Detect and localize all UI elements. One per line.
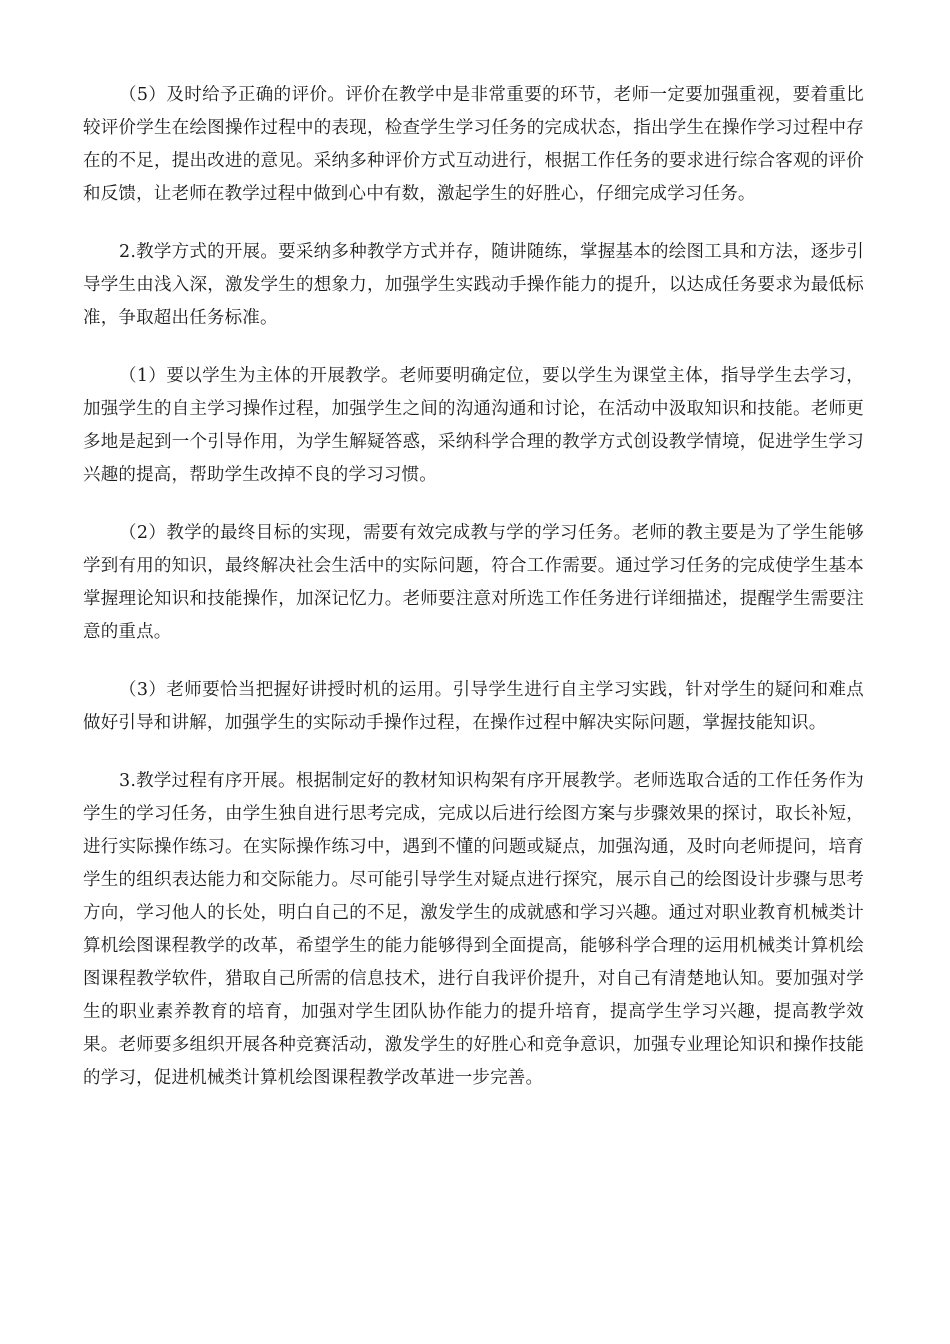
paragraph-teaching-goals: （2）教学的最终目标的实现，需要有效完成教与学的学习任务。老师的教主要是为了学生能够学到有用的知识，最终解决社会生活中的实际问题，符合工作需要。通过学习任务的完成使学生基本掌握理论知识和技能操作，加深记忆力。老师要注意对所选工作任务进行详细描述，提醒学生需要注意的重点。 xyxy=(83,523,864,642)
document-body xyxy=(83,79,864,1120)
paragraph-teaching-process: 3.教学过程有序开展。根据制定好的教材知识构架有序开展教学。老师选取合适的工作任务作为学生的学习任务，由学生独自进行思考完成，完成以后进行绘图方案与步骤效果的探讨，取长补短，进行实际操作练习。在实际操作练习中，遇到不懂的问题或疑点，加强沟通，及时向老师提问，培育学生的组织表达能力和交际能力。尽可能引导学生对疑点进行探究，展示自己的绘图设计步骤与思考方向，学习他人的长处，明白自己的不足，激发学生的成就感和学习兴趣。通过对职业教育机械类计算机绘图课程教学的改革，希望学生的能力能够得到全面提高，能够科学合理的运用机械类计算机绘图课程教学软件，猎取自己所需的信息技术，进行自我评价提升，对自己有清楚地认知。要加强对学生的职业素养教育的培育，加强对学生团队协作能力的提升培育，提高学生学习兴趣，提高教学效果。老师要多组织开展各种竞赛活动，激发学生的好胜心和竞争意识，加强专业理论知识和操作技能的学习，促进机械类计算机绘图课程教学改革进一步完善。 xyxy=(83,771,864,1088)
paragraph-teaching-methods: 2.教学方式的开展。要采纳多种教学方式并存，随讲随练，掌握基本的绘图工具和方法，逐步引导学生由浅入深，激发学生的想象力，加强学生实践动手操作能力的提升，以达成任务要求为最低标准，争取超出任务标准。 xyxy=(83,242,864,328)
paragraph-lecture-timing: （3）老师要恰当把握好讲授时机的运用。引导学生进行自主学习实践，针对学生的疑问和难点做好引导和讲解，加强学生的实际动手操作过程，在操作过程中解决实际问题，掌握技能知识。 xyxy=(83,680,864,733)
paragraph-evaluation: （5）及时给予正确的评价。评价在教学中是非常重要的环节，老师一定要加强重视，要着重比较评价学生在绘图操作过程中的表现，检查学生学习任务的完成状态，指出学生在操作学习过程中存在的不足，提出改进的意见。采纳多种评价方式互动进行，根据工作任务的要求进行综合客观的评价和反馈，让老师在教学过程中做到心中有数，激起学生的好胜心，仔细完成学习任务。 xyxy=(83,85,864,204)
paragraph-student-centered: （1）要以学生为主体的开展教学。老师要明确定位，要以学生为课堂主体，指导学生去学习，加强学生的自主学习操作过程，加强学生之间的沟通沟通和讨论，在活动中汲取知识和技能。老师更多地是起到一个引导作用，为学生解疑答惑，采纳科学合理的教学方式创设教学情境，促进学生学习兴趣的提高，帮助学生改掉不良的学习习惯。 xyxy=(83,366,864,485)
